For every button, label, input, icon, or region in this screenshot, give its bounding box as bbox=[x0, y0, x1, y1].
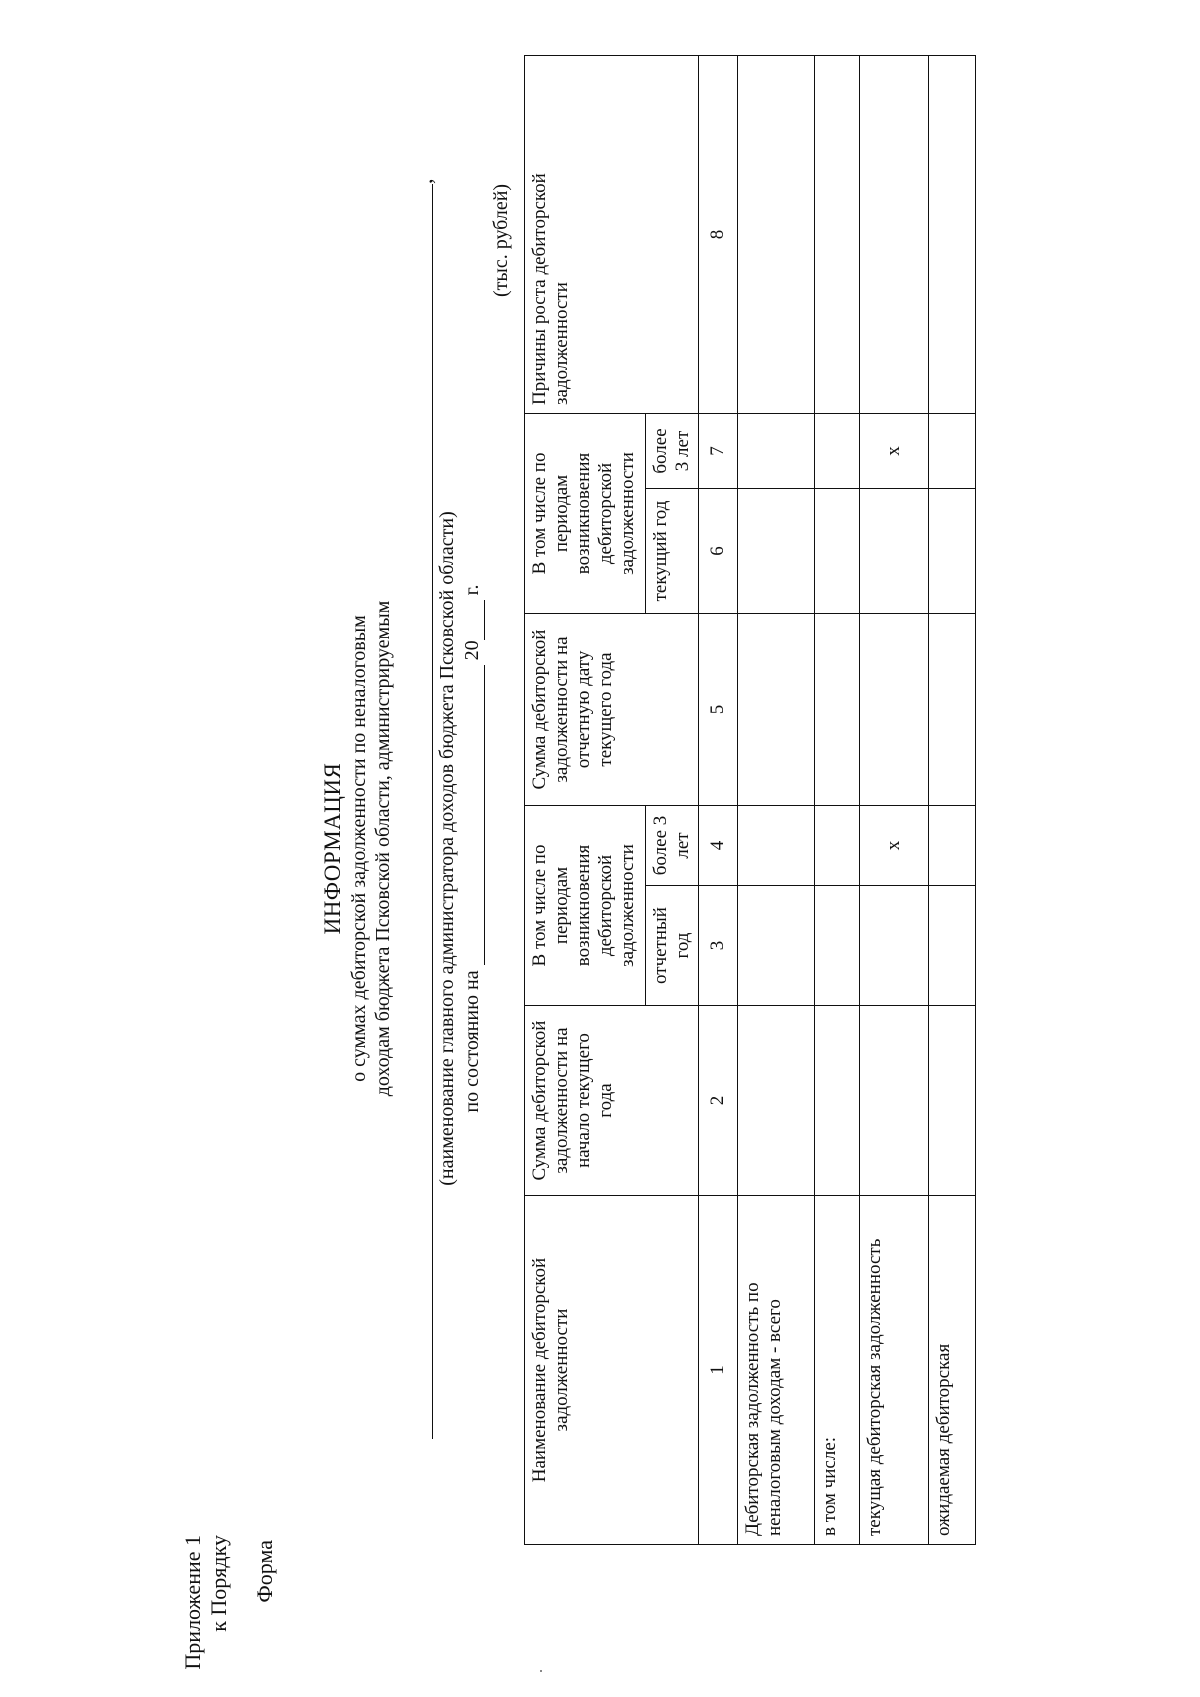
table-cell bbox=[815, 805, 860, 885]
table-cell bbox=[929, 55, 976, 413]
year-blank bbox=[461, 600, 485, 640]
column-number-row bbox=[699, 55, 738, 1544]
appendix-line-1: Приложение 1 bbox=[180, 1535, 205, 1670]
administrator-caption: (наименование главного администратора доходов бюджета Псковской области) bbox=[436, 511, 458, 1186]
header-start-sub-reporting: отчетный год bbox=[646, 886, 699, 1006]
header-start-sub-older: более 3 лет bbox=[646, 805, 699, 885]
header-start-sum: Сумма дебиторской задолженности на начало текущего года bbox=[525, 1006, 699, 1196]
as-of-date-line bbox=[461, 0, 485, 1697]
row-label-including: в том числе: bbox=[815, 1196, 860, 1545]
appendix-line-2: к Порядку bbox=[206, 1535, 231, 1632]
column-number: 1 bbox=[699, 1196, 738, 1545]
table-cell bbox=[738, 488, 815, 613]
administrator-name-line bbox=[432, 184, 433, 1439]
form-label: Форма bbox=[252, 1540, 277, 1603]
subtitle-line-1: о суммах дебиторской задолженности по неналоговым bbox=[348, 615, 370, 1082]
table-cell bbox=[738, 413, 815, 488]
table-cell bbox=[815, 1006, 860, 1196]
table-cell bbox=[929, 413, 976, 488]
units-label: (тыс. рублей) bbox=[490, 183, 512, 297]
table-row bbox=[929, 55, 976, 1544]
column-number: 5 bbox=[699, 613, 738, 805]
table-cell bbox=[815, 413, 860, 488]
table-cell bbox=[815, 613, 860, 805]
table-cell bbox=[815, 488, 860, 613]
table-row bbox=[738, 55, 815, 1544]
not-applicable-mark: х bbox=[860, 413, 929, 488]
table-cell bbox=[738, 613, 815, 805]
table-cell bbox=[815, 55, 860, 413]
table-cell bbox=[860, 1006, 929, 1196]
table-cell bbox=[860, 55, 929, 413]
header-report-sum: Сумма дебиторской задолженности на отчетную дату текущего года bbox=[525, 613, 699, 805]
table-cell bbox=[738, 55, 815, 413]
document-subtitle bbox=[347, 0, 395, 1697]
table-cell bbox=[815, 886, 860, 1006]
administrator-line-comma: , bbox=[412, 178, 437, 184]
header-row-main bbox=[525, 55, 646, 1544]
column-number: 4 bbox=[699, 805, 738, 885]
year-suffix: г. bbox=[461, 584, 483, 596]
document-title: ИНФОРМАЦИЯ bbox=[320, 762, 345, 935]
table-row bbox=[860, 55, 929, 1544]
table-cell bbox=[929, 1006, 976, 1196]
subtitle-line-2: доходам бюджета Псковской области, администрируемым bbox=[372, 600, 394, 1097]
table-cell bbox=[929, 488, 976, 613]
date-blank bbox=[461, 665, 485, 965]
table-cell bbox=[738, 886, 815, 1006]
row-label-expected: ожидаемая дебиторская bbox=[929, 1196, 976, 1545]
table-cell bbox=[738, 1006, 815, 1196]
scan-artifact bbox=[540, 1670, 542, 1672]
header-start-periods: В том числе по периодам возникновения дебиторской задолженности bbox=[525, 805, 646, 1005]
as-of-prefix: по состоянию на bbox=[461, 970, 483, 1113]
table-cell bbox=[738, 805, 815, 885]
table-cell bbox=[860, 613, 929, 805]
not-applicable-mark: х bbox=[860, 805, 929, 885]
header-report-periods: В том числе по периодам возникновения дебиторской задолженности bbox=[525, 413, 646, 613]
header-reasons: Причины роста дебиторской задолженности bbox=[525, 55, 699, 413]
column-number: 8 bbox=[699, 55, 738, 413]
receivables-table bbox=[524, 55, 976, 1545]
table-row bbox=[815, 55, 860, 1544]
row-label-total: Дебиторская задолженность по неналоговым доходам - всего bbox=[738, 1196, 815, 1545]
table-cell bbox=[860, 488, 929, 613]
column-number: 3 bbox=[699, 886, 738, 1006]
row-label-current: текущая дебиторская задолженность bbox=[860, 1196, 929, 1545]
header-report-sub-older: более 3 лет bbox=[646, 413, 699, 488]
year-prefix: 20 bbox=[461, 640, 483, 661]
column-number: 6 bbox=[699, 488, 738, 613]
table-cell bbox=[860, 886, 929, 1006]
appendix-reference bbox=[180, 1535, 232, 1670]
column-number: 7 bbox=[699, 413, 738, 488]
column-number: 2 bbox=[699, 1006, 738, 1196]
header-report-sub-current: текущий год bbox=[646, 488, 699, 613]
header-name: Наименование дебиторской задолженности bbox=[525, 1196, 699, 1545]
table-cell bbox=[929, 613, 976, 805]
table-cell bbox=[929, 805, 976, 885]
table-cell bbox=[929, 886, 976, 1006]
